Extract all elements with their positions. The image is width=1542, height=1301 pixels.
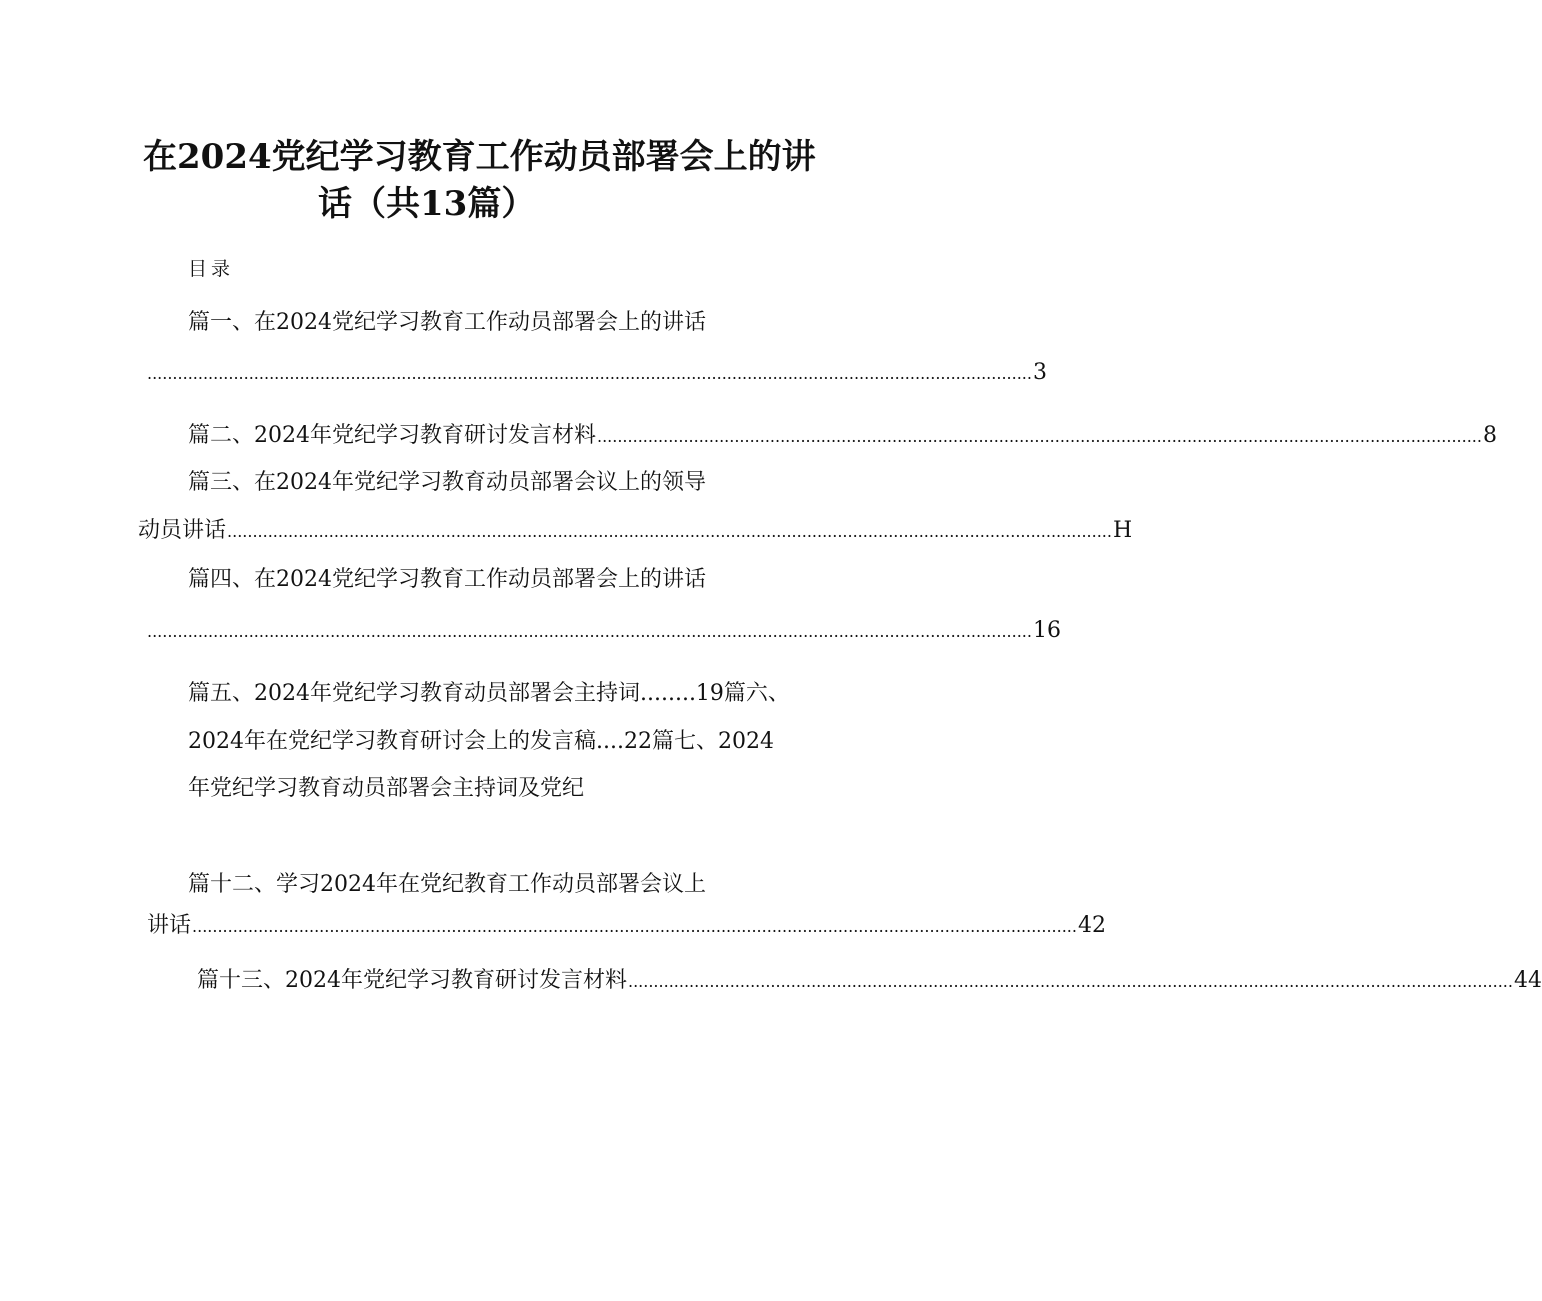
toc-entry-12-line-2[interactable] <box>147 913 1106 938</box>
toc-entry-12-title-line-2: 讲话 <box>147 913 192 938</box>
toc-entry-3-title-line-2: 动员讲话 <box>138 518 227 543</box>
toc-entry-2[interactable] <box>188 423 1497 448</box>
document-title-line-2: 话（共13篇） <box>318 184 536 224</box>
dot-leader: .............................................................................................................................................................................. <box>628 972 1513 991</box>
toc-entry-13[interactable] <box>197 968 1542 993</box>
dot-leader: .............................................................................................................................................................................. <box>147 364 1032 383</box>
toc-entry-13-page: 44 <box>1513 968 1542 993</box>
toc-entry-4-page: 16 <box>1032 618 1061 643</box>
toc-entry-12-title-line-1[interactable]: 篇十二、学习2024年在党纪教育工作动员部署会议上 <box>188 872 706 897</box>
toc-entry-1-page: 3 <box>1032 360 1047 385</box>
toc-entry-2-title: 篇二、2024年党纪学习教育研讨发言材料 <box>188 423 596 448</box>
dot-leader: .............................................................................................................................................................................. <box>597 427 1482 446</box>
dot-leader: .............................................................................................................................................................................. <box>227 522 1112 541</box>
toc-entries-5-7-line-3[interactable]: 年党纪学习教育动员部署会主持词及党纪 <box>188 776 585 801</box>
toc-entry-2-page: 8 <box>1482 423 1497 448</box>
toc-entry-13-title: 篇十三、2024年党纪学习教育研讨发言材料 <box>197 968 627 993</box>
toc-entry-3-page: H <box>1112 518 1133 543</box>
document-title-line-1: 在2024党纪学习教育工作动员部署会上的讲 <box>143 137 816 177</box>
toc-entries-5-7-line-1[interactable]: 篇五、2024年党纪学习教育动员部署会主持词........19篇六、 <box>188 681 790 706</box>
toc-entry-1-title[interactable]: 篇一、在2024党纪学习教育工作动员部署会上的讲话 <box>188 310 706 335</box>
toc-entry-3-line-2[interactable] <box>138 518 1133 543</box>
dot-leader: .............................................................................................................................................................................. <box>147 622 1032 641</box>
toc-heading: 目录 <box>188 258 235 280</box>
toc-entry-4-title[interactable]: 篇四、在2024党纪学习教育工作动员部署会上的讲话 <box>188 567 706 592</box>
toc-entry-4-leader[interactable] <box>146 618 1061 643</box>
toc-entries-5-7-line-2[interactable]: 2024年在党纪学习教育研讨会上的发言稿....22篇七、2024 <box>188 729 774 754</box>
dot-leader: .............................................................................................................................................................................. <box>192 917 1077 936</box>
toc-entry-12-page: 42 <box>1077 913 1106 938</box>
toc-entry-1-leader[interactable] <box>146 360 1047 385</box>
toc-entry-3-title-line-1[interactable]: 篇三、在2024年党纪学习教育动员部署会议上的领导 <box>188 470 706 495</box>
